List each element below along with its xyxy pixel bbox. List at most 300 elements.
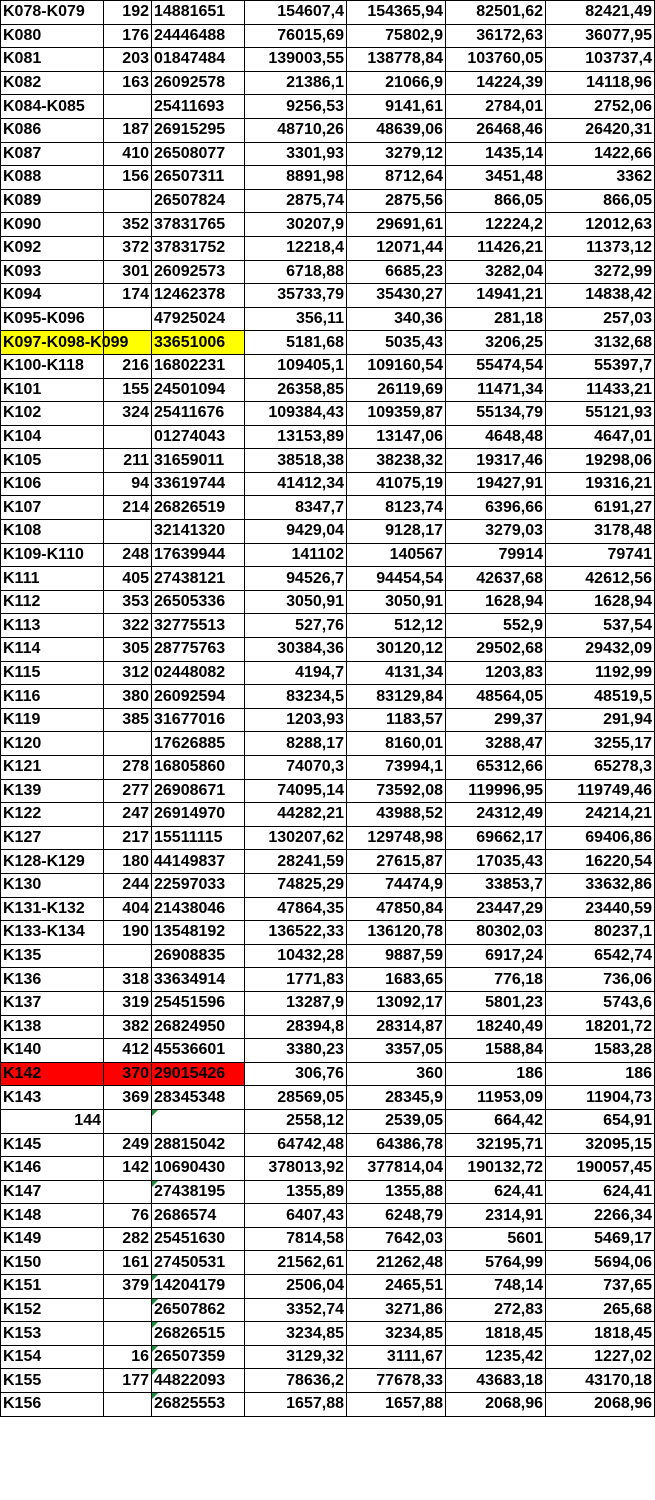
cell-number[interactable] xyxy=(104,567,152,591)
cell-name[interactable] xyxy=(1,1086,104,1110)
cell-name[interactable] xyxy=(1,1109,104,1133)
cell-value-4[interactable] xyxy=(546,1180,655,1204)
cell-value-2[interactable] xyxy=(347,803,446,827)
cell-number[interactable] xyxy=(104,354,152,378)
cell-code[interactable] xyxy=(152,24,245,48)
cell-value-2[interactable] xyxy=(347,732,446,756)
cell-code[interactable] xyxy=(152,472,245,496)
cell-value-3[interactable] xyxy=(446,661,546,685)
cell-code[interactable] xyxy=(152,1227,245,1251)
cell-value-1[interactable] xyxy=(245,732,347,756)
cell-code[interactable] xyxy=(152,1180,245,1204)
cell-number[interactable] xyxy=(104,236,152,260)
cell-code[interactable] xyxy=(152,779,245,803)
cell-name[interactable] xyxy=(1,1369,104,1393)
cell-code[interactable] xyxy=(152,944,245,968)
cell-number[interactable] xyxy=(104,189,152,213)
cell-code[interactable] xyxy=(152,850,245,874)
cell-code[interactable] xyxy=(152,213,245,237)
cell-name[interactable] xyxy=(1,944,104,968)
cell-value-2[interactable] xyxy=(347,236,446,260)
cell-value-1[interactable] xyxy=(245,1393,347,1417)
cell-code[interactable] xyxy=(152,260,245,284)
cell-value-4[interactable] xyxy=(546,638,655,662)
cell-value-1[interactable] xyxy=(245,1204,347,1228)
cell-name[interactable] xyxy=(1,1322,104,1346)
cell-number[interactable] xyxy=(104,1298,152,1322)
cell-value-4[interactable] xyxy=(546,496,655,520)
cell-value-2[interactable] xyxy=(347,897,446,921)
cell-name[interactable] xyxy=(1,779,104,803)
cell-value-2[interactable] xyxy=(347,24,446,48)
cell-code[interactable] xyxy=(152,496,245,520)
cell-number[interactable] xyxy=(104,921,152,945)
cell-code[interactable] xyxy=(152,1275,245,1299)
cell-code[interactable] xyxy=(152,378,245,402)
cell-value-1[interactable] xyxy=(245,991,347,1015)
cell-value-2[interactable] xyxy=(347,614,446,638)
cell-number[interactable] xyxy=(104,1369,152,1393)
cell-value-3[interactable] xyxy=(446,1227,546,1251)
cell-value-4[interactable] xyxy=(546,826,655,850)
cell-value-4[interactable] xyxy=(546,614,655,638)
cell-value-2[interactable] xyxy=(347,142,446,166)
cell-value-1[interactable] xyxy=(245,449,347,473)
cell-code[interactable] xyxy=(152,921,245,945)
cell-value-1[interactable] xyxy=(245,826,347,850)
cell-name[interactable] xyxy=(1,968,104,992)
cell-value-3[interactable] xyxy=(446,118,546,142)
cell-value-1[interactable] xyxy=(245,496,347,520)
cell-number[interactable] xyxy=(104,1322,152,1346)
cell-value-1[interactable] xyxy=(245,71,347,95)
cell-value-4[interactable] xyxy=(546,968,655,992)
cell-value-1[interactable] xyxy=(245,354,347,378)
cell-value-3[interactable] xyxy=(446,260,546,284)
cell-value-4[interactable] xyxy=(546,472,655,496)
cell-value-3[interactable] xyxy=(446,638,546,662)
cell-value-2[interactable] xyxy=(347,1251,446,1275)
cell-code[interactable] xyxy=(152,708,245,732)
cell-value-3[interactable] xyxy=(446,968,546,992)
cell-code[interactable] xyxy=(152,1322,245,1346)
cell-name[interactable] xyxy=(1,213,104,237)
cell-name[interactable] xyxy=(1,1275,104,1299)
cell-code[interactable] xyxy=(152,803,245,827)
cell-name[interactable] xyxy=(1,520,104,544)
cell-value-3[interactable] xyxy=(446,472,546,496)
cell-name[interactable] xyxy=(1,1133,104,1157)
cell-code[interactable] xyxy=(152,118,245,142)
cell-value-4[interactable] xyxy=(546,708,655,732)
cell-value-4[interactable] xyxy=(546,779,655,803)
cell-number[interactable] xyxy=(104,1109,152,1133)
cell-value-4[interactable] xyxy=(546,95,655,119)
cell-code[interactable] xyxy=(152,1157,245,1181)
cell-value-2[interactable] xyxy=(347,1133,446,1157)
cell-code[interactable] xyxy=(152,354,245,378)
cell-value-2[interactable] xyxy=(347,402,446,426)
cell-value-3[interactable] xyxy=(446,897,546,921)
cell-value-4[interactable] xyxy=(546,213,655,237)
cell-value-2[interactable] xyxy=(347,991,446,1015)
cell-name[interactable] xyxy=(1,496,104,520)
cell-number[interactable] xyxy=(104,95,152,119)
cell-value-4[interactable] xyxy=(546,142,655,166)
cell-value-1[interactable] xyxy=(245,1086,347,1110)
cell-value-4[interactable] xyxy=(546,449,655,473)
cell-value-4[interactable] xyxy=(546,1086,655,1110)
cell-value-3[interactable] xyxy=(446,543,546,567)
cell-value-4[interactable] xyxy=(546,189,655,213)
cell-value-2[interactable] xyxy=(347,118,446,142)
cell-name[interactable] xyxy=(1,24,104,48)
cell-value-1[interactable] xyxy=(245,166,347,190)
cell-value-3[interactable] xyxy=(446,142,546,166)
cell-value-3[interactable] xyxy=(446,378,546,402)
cell-number[interactable] xyxy=(104,142,152,166)
cell-number[interactable] xyxy=(104,496,152,520)
cell-value-3[interactable] xyxy=(446,1393,546,1417)
cell-number[interactable] xyxy=(104,118,152,142)
cell-value-3[interactable] xyxy=(446,1039,546,1063)
cell-value-3[interactable] xyxy=(446,1322,546,1346)
cell-number[interactable] xyxy=(104,897,152,921)
cell-value-4[interactable] xyxy=(546,1039,655,1063)
cell-value-3[interactable] xyxy=(446,1,546,25)
cell-code[interactable] xyxy=(152,1133,245,1157)
cell-value-1[interactable] xyxy=(245,1133,347,1157)
cell-value-1[interactable] xyxy=(245,1227,347,1251)
cell-code[interactable] xyxy=(152,638,245,662)
cell-name[interactable] xyxy=(1,236,104,260)
cell-number[interactable] xyxy=(104,1180,152,1204)
cell-value-4[interactable] xyxy=(546,590,655,614)
cell-number[interactable] xyxy=(104,803,152,827)
cell-value-1[interactable] xyxy=(245,284,347,308)
cell-value-1[interactable] xyxy=(245,590,347,614)
cell-code[interactable] xyxy=(152,1039,245,1063)
cell-value-3[interactable] xyxy=(446,402,546,426)
cell-value-2[interactable] xyxy=(347,1015,446,1039)
cell-value-4[interactable] xyxy=(546,921,655,945)
cell-value-4[interactable] xyxy=(546,756,655,780)
cell-value-1[interactable] xyxy=(245,1109,347,1133)
cell-value-4[interactable] xyxy=(546,236,655,260)
cell-value-3[interactable] xyxy=(446,567,546,591)
cell-number[interactable] xyxy=(104,213,152,237)
cell-code[interactable] xyxy=(152,1369,245,1393)
cell-value-3[interactable] xyxy=(446,1180,546,1204)
cell-name[interactable] xyxy=(1,118,104,142)
cell-name[interactable] xyxy=(1,873,104,897)
cell-value-4[interactable] xyxy=(546,260,655,284)
cell-value-2[interactable] xyxy=(347,71,446,95)
cell-number[interactable] xyxy=(104,590,152,614)
cell-code[interactable] xyxy=(152,1015,245,1039)
cell-code[interactable] xyxy=(152,189,245,213)
cell-value-3[interactable] xyxy=(446,1015,546,1039)
cell-code[interactable] xyxy=(152,685,245,709)
cell-value-3[interactable] xyxy=(446,590,546,614)
cell-value-3[interactable] xyxy=(446,307,546,331)
cell-value-2[interactable] xyxy=(347,307,446,331)
cell-value-1[interactable] xyxy=(245,779,347,803)
cell-code[interactable] xyxy=(152,331,245,355)
cell-number[interactable] xyxy=(104,1133,152,1157)
cell-value-3[interactable] xyxy=(446,1298,546,1322)
cell-value-2[interactable] xyxy=(347,1086,446,1110)
cell-value-1[interactable] xyxy=(245,685,347,709)
cell-value-2[interactable] xyxy=(347,1275,446,1299)
cell-name[interactable] xyxy=(1,661,104,685)
cell-number[interactable] xyxy=(104,873,152,897)
cell-value-4[interactable] xyxy=(546,378,655,402)
cell-code[interactable] xyxy=(152,520,245,544)
cell-code[interactable] xyxy=(152,614,245,638)
cell-name[interactable] xyxy=(1,708,104,732)
cell-number[interactable] xyxy=(104,48,152,72)
cell-name[interactable] xyxy=(1,307,104,331)
cell-code[interactable] xyxy=(152,968,245,992)
cell-name[interactable] xyxy=(1,921,104,945)
cell-value-3[interactable] xyxy=(446,189,546,213)
cell-name[interactable] xyxy=(1,1227,104,1251)
cell-code[interactable] xyxy=(152,543,245,567)
cell-name[interactable] xyxy=(1,1345,104,1369)
cell-value-3[interactable] xyxy=(446,1086,546,1110)
cell-number[interactable] xyxy=(104,1345,152,1369)
cell-value-2[interactable] xyxy=(347,873,446,897)
cell-value-1[interactable] xyxy=(245,472,347,496)
cell-name[interactable] xyxy=(1,284,104,308)
cell-value-3[interactable] xyxy=(446,779,546,803)
cell-code[interactable] xyxy=(152,402,245,426)
cell-name[interactable] xyxy=(1,425,104,449)
cell-name[interactable] xyxy=(1,1251,104,1275)
cell-value-2[interactable] xyxy=(347,708,446,732)
cell-value-4[interactable] xyxy=(546,991,655,1015)
cell-value-1[interactable] xyxy=(245,1345,347,1369)
cell-value-2[interactable] xyxy=(347,95,446,119)
cell-value-1[interactable] xyxy=(245,1039,347,1063)
cell-value-2[interactable] xyxy=(347,331,446,355)
cell-value-4[interactable] xyxy=(546,1204,655,1228)
cell-value-4[interactable] xyxy=(546,543,655,567)
cell-value-3[interactable] xyxy=(446,614,546,638)
cell-value-4[interactable] xyxy=(546,402,655,426)
cell-value-2[interactable] xyxy=(347,378,446,402)
cell-value-4[interactable] xyxy=(546,897,655,921)
cell-code[interactable] xyxy=(152,826,245,850)
cell-value-3[interactable] xyxy=(446,284,546,308)
cell-value-4[interactable] xyxy=(546,944,655,968)
cell-value-3[interactable] xyxy=(446,24,546,48)
cell-code[interactable] xyxy=(152,991,245,1015)
cell-value-2[interactable] xyxy=(347,213,446,237)
cell-value-4[interactable] xyxy=(546,732,655,756)
cell-value-3[interactable] xyxy=(446,425,546,449)
cell-value-2[interactable] xyxy=(347,1180,446,1204)
cell-value-1[interactable] xyxy=(245,1062,347,1086)
cell-value-4[interactable] xyxy=(546,1157,655,1181)
cell-value-3[interactable] xyxy=(446,1275,546,1299)
cell-name[interactable] xyxy=(1,1015,104,1039)
cell-code[interactable] xyxy=(152,284,245,308)
cell-value-1[interactable] xyxy=(245,402,347,426)
cell-value-1[interactable] xyxy=(245,425,347,449)
cell-code[interactable] xyxy=(152,166,245,190)
cell-number[interactable] xyxy=(104,1062,152,1086)
cell-value-3[interactable] xyxy=(446,496,546,520)
cell-value-2[interactable] xyxy=(347,661,446,685)
cell-value-1[interactable] xyxy=(245,803,347,827)
cell-code[interactable] xyxy=(152,732,245,756)
cell-code[interactable] xyxy=(152,873,245,897)
cell-value-2[interactable] xyxy=(347,567,446,591)
cell-value-4[interactable] xyxy=(546,1322,655,1346)
cell-name[interactable] xyxy=(1,991,104,1015)
cell-name[interactable] xyxy=(1,1039,104,1063)
cell-number[interactable] xyxy=(104,472,152,496)
cell-value-4[interactable] xyxy=(546,166,655,190)
cell-value-2[interactable] xyxy=(347,354,446,378)
cell-number[interactable] xyxy=(104,685,152,709)
cell-number[interactable] xyxy=(104,1157,152,1181)
cell-value-2[interactable] xyxy=(347,48,446,72)
cell-value-1[interactable] xyxy=(245,1,347,25)
cell-code[interactable] xyxy=(152,1345,245,1369)
cell-name[interactable] xyxy=(1,166,104,190)
cell-value-3[interactable] xyxy=(446,236,546,260)
cell-name[interactable] xyxy=(1,850,104,874)
cell-value-2[interactable] xyxy=(347,1345,446,1369)
cell-value-1[interactable] xyxy=(245,1369,347,1393)
cell-value-2[interactable] xyxy=(347,1,446,25)
cell-name[interactable] xyxy=(1,189,104,213)
cell-value-3[interactable] xyxy=(446,732,546,756)
cell-value-3[interactable] xyxy=(446,1157,546,1181)
cell-code[interactable] xyxy=(152,142,245,166)
cell-value-2[interactable] xyxy=(347,1062,446,1086)
cell-value-2[interactable] xyxy=(347,543,446,567)
cell-value-2[interactable] xyxy=(347,260,446,284)
cell-value-2[interactable] xyxy=(347,449,446,473)
cell-value-1[interactable] xyxy=(245,1298,347,1322)
cell-value-4[interactable] xyxy=(546,1393,655,1417)
cell-name[interactable] xyxy=(1,142,104,166)
cell-name[interactable] xyxy=(1,756,104,780)
cell-value-1[interactable] xyxy=(245,638,347,662)
cell-number[interactable] xyxy=(104,425,152,449)
cell-number[interactable] xyxy=(104,71,152,95)
cell-value-3[interactable] xyxy=(446,803,546,827)
cell-name[interactable] xyxy=(1,543,104,567)
cell-value-3[interactable] xyxy=(446,921,546,945)
cell-value-1[interactable] xyxy=(245,331,347,355)
cell-name[interactable] xyxy=(1,614,104,638)
cell-value-3[interactable] xyxy=(446,48,546,72)
cell-code[interactable] xyxy=(152,95,245,119)
cell-name[interactable] xyxy=(1,567,104,591)
cell-value-2[interactable] xyxy=(347,1039,446,1063)
cell-value-4[interactable] xyxy=(546,1109,655,1133)
cell-value-2[interactable] xyxy=(347,1204,446,1228)
cell-value-1[interactable] xyxy=(245,260,347,284)
cell-value-4[interactable] xyxy=(546,803,655,827)
cell-value-4[interactable] xyxy=(546,520,655,544)
cell-value-2[interactable] xyxy=(347,425,446,449)
cell-value-4[interactable] xyxy=(546,1345,655,1369)
cell-value-4[interactable] xyxy=(546,661,655,685)
cell-value-1[interactable] xyxy=(245,378,347,402)
cell-value-1[interactable] xyxy=(245,873,347,897)
cell-number[interactable] xyxy=(104,449,152,473)
cell-number[interactable] xyxy=(104,850,152,874)
cell-value-1[interactable] xyxy=(245,213,347,237)
cell-value-1[interactable] xyxy=(245,307,347,331)
cell-name[interactable] xyxy=(1,402,104,426)
cell-value-4[interactable] xyxy=(546,1015,655,1039)
cell-name[interactable] xyxy=(1,1204,104,1228)
cell-value-2[interactable] xyxy=(347,166,446,190)
cell-value-4[interactable] xyxy=(546,1369,655,1393)
cell-name[interactable] xyxy=(1,897,104,921)
cell-name[interactable] xyxy=(1,1298,104,1322)
cell-number[interactable] xyxy=(104,826,152,850)
cell-value-1[interactable] xyxy=(245,944,347,968)
cell-number[interactable] xyxy=(104,307,152,331)
cell-value-1[interactable] xyxy=(245,850,347,874)
cell-value-2[interactable] xyxy=(347,590,446,614)
cell-value-2[interactable] xyxy=(347,1109,446,1133)
cell-number[interactable] xyxy=(104,991,152,1015)
cell-code[interactable] xyxy=(152,567,245,591)
cell-number[interactable] xyxy=(104,1039,152,1063)
cell-value-3[interactable] xyxy=(446,991,546,1015)
cell-value-1[interactable] xyxy=(245,756,347,780)
cell-value-2[interactable] xyxy=(347,826,446,850)
cell-name[interactable] xyxy=(1,354,104,378)
cell-value-1[interactable] xyxy=(245,1180,347,1204)
cell-number[interactable] xyxy=(104,543,152,567)
cell-number[interactable] xyxy=(104,1251,152,1275)
cell-name[interactable] xyxy=(1,48,104,72)
cell-name[interactable] xyxy=(1,1157,104,1181)
cell-value-4[interactable] xyxy=(546,1062,655,1086)
cell-value-1[interactable] xyxy=(245,236,347,260)
cell-number[interactable] xyxy=(104,520,152,544)
cell-name[interactable] xyxy=(1,449,104,473)
cell-number[interactable] xyxy=(104,1204,152,1228)
cell-code[interactable] xyxy=(152,1393,245,1417)
cell-code[interactable] xyxy=(152,1109,245,1133)
cell-value-1[interactable] xyxy=(245,661,347,685)
cell-name[interactable] xyxy=(1,95,104,119)
cell-value-3[interactable] xyxy=(446,826,546,850)
cell-value-3[interactable] xyxy=(446,1062,546,1086)
cell-code[interactable] xyxy=(152,48,245,72)
cell-number[interactable] xyxy=(104,708,152,732)
cell-value-4[interactable] xyxy=(546,685,655,709)
cell-value-2[interactable] xyxy=(347,850,446,874)
cell-value-2[interactable] xyxy=(347,921,446,945)
cell-code[interactable] xyxy=(152,1298,245,1322)
cell-name[interactable] xyxy=(1,472,104,496)
cell-name[interactable] xyxy=(1,260,104,284)
cell-value-4[interactable] xyxy=(546,284,655,308)
cell-value-2[interactable] xyxy=(347,1369,446,1393)
